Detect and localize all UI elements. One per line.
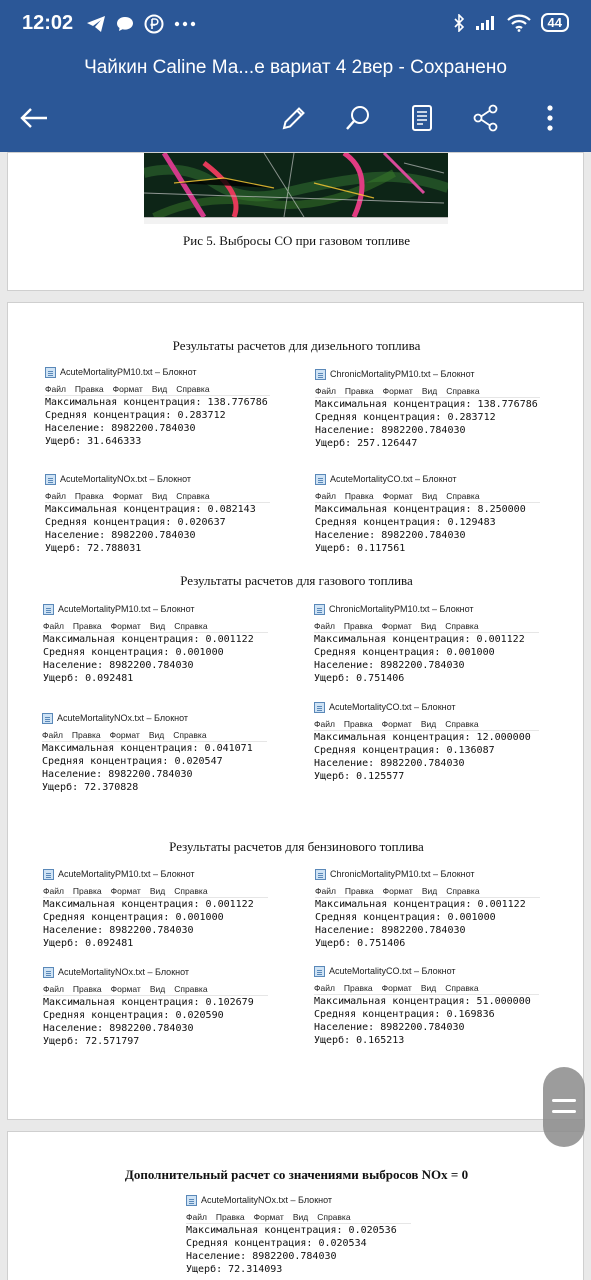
notepad-line: Максимальная концентрация: 0.001122 [43, 899, 254, 910]
notepad-snippet [43, 867, 283, 950]
emission-map-image [144, 153, 448, 217]
reading-view-button[interactable] [402, 98, 442, 138]
notepad-snippet [186, 1193, 426, 1276]
notepad-line: Средняя концентрация: 0.136087 [314, 745, 495, 756]
notepad-snippet [43, 965, 283, 1048]
notepad-icon [42, 713, 53, 724]
notepad-icon [315, 474, 326, 485]
more-dots-icon [174, 21, 196, 27]
notepad-line: Средняя концентрация: 0.001000 [43, 647, 224, 658]
notepad-snippet [314, 700, 554, 783]
notepad-menu: Файл Правка Формат Вид Справка [43, 885, 268, 898]
grip-line-icon [552, 1110, 576, 1113]
notepad-line: Максимальная концентрация: 138.776786 [315, 399, 538, 410]
notepad-line: Ущерб: 257.126447 [315, 438, 418, 449]
notepad-icon [315, 369, 326, 380]
notepad-line: Население: 8982200.784030 [45, 423, 196, 434]
notepad-snippet [315, 367, 555, 450]
section-title-petrol: Результаты расчетов для бензинового топлива [169, 839, 424, 854]
notepad-menu: Файл Правка Формат Вид Справка [43, 983, 268, 996]
notepad-icon [314, 604, 325, 615]
notepad-line: Средняя концентрация: 0.001000 [314, 647, 495, 658]
notepad-menu: Файл Правка Формат Вид Справка [315, 490, 540, 503]
notepad-snippet [315, 867, 555, 950]
notepad-line: Максимальная концентрация: 0.001122 [43, 634, 254, 645]
notepad-line: Население: 8982200.784030 [314, 1022, 465, 1033]
notepad-line: Население: 8982200.784030 [43, 660, 194, 671]
notepad-line: Население: 8982200.784030 [314, 660, 465, 671]
bluetooth-icon [453, 14, 465, 32]
notepad-line: Ущерб: 72.788031 [45, 543, 142, 554]
scroll-handle[interactable] [543, 1067, 585, 1147]
notepad-line: Средняя концентрация: 0.020590 [43, 1010, 224, 1021]
notepad-line: Ущерб: 0.092481 [43, 673, 134, 684]
notepad-snippet [315, 472, 555, 555]
notepad-line: Ущерб: 0.125577 [314, 771, 405, 782]
notepad-menu: Файл Правка Формат Вид Справка [42, 729, 267, 742]
more-options-button[interactable] [530, 98, 570, 138]
notepad-title: AcuteMortalityNOx.txt – Блокнот [201, 1195, 333, 1205]
notepad-title: AcuteMortalityPM10.txt – Блокнот [58, 604, 195, 614]
notepad-snippet [314, 602, 554, 685]
notepad-line: Ущерб: 0.751406 [315, 938, 406, 949]
notepad-line: Средняя концентрация: 0.001000 [315, 912, 496, 923]
share-button[interactable] [466, 98, 506, 138]
notepad-menu: Файл Правка Формат Вид Справка [186, 1211, 411, 1224]
notepad-icon [43, 967, 54, 978]
pencil-icon [280, 104, 308, 132]
notepad-title: ChronicMortalityPM10.txt – Блокнот [329, 604, 474, 614]
notepad-menu: Файл Правка Формат Вид Справка [314, 718, 539, 731]
notepad-title: AcuteMortalityCO.txt – Блокнот [329, 702, 456, 712]
notepad-line: Ущерб: 0.165213 [314, 1035, 405, 1046]
notepad-line: Ущерб: 0.092481 [43, 938, 134, 949]
notepad-line: Максимальная концентрация: 12.000000 [314, 732, 531, 743]
telegram-icon [86, 15, 106, 33]
notepad-line: Средняя концентрация: 0.283712 [45, 410, 226, 421]
notepad-icon [314, 702, 325, 713]
notepad-line: Максимальная концентрация: 0.020536 [186, 1225, 397, 1236]
notepad-line: Средняя концентрация: 0.020534 [186, 1238, 367, 1249]
notepad-line: Максимальная концентрация: 0.041071 [42, 743, 253, 754]
notepad-line: Максимальная концентрация: 0.082143 [45, 504, 256, 515]
notepad-icon [45, 474, 56, 485]
search-button[interactable] [338, 98, 378, 138]
signal-icon [475, 15, 497, 31]
notepad-menu: Файл Правка Формат Вид Справка [314, 620, 539, 633]
figure-caption: Рис 5. Выбросы СО при газовом топливе [183, 233, 410, 248]
notepad-line: Ущерб: 31.646333 [45, 436, 142, 447]
notepad-icon [43, 869, 54, 880]
notepad-line: Ущерб: 72.314093 [186, 1264, 283, 1275]
document-page-results [7, 302, 584, 1120]
document-page-additional [7, 1131, 584, 1280]
wifi-icon [507, 14, 531, 32]
notepad-title: AcuteMortalityPM10.txt – Блокнот [58, 869, 195, 879]
notepad-line: Ущерб: 0.751406 [314, 673, 405, 684]
notepad-line: Максимальная концентрация: 138.776786 [45, 397, 268, 408]
notepad-icon [45, 367, 56, 378]
notepad-line: Население: 8982200.784030 [315, 425, 466, 436]
section-title-gas: Результаты расчетов для газового топлива [180, 573, 413, 588]
app-toolbar [0, 86, 591, 152]
notepad-snippet [45, 365, 285, 448]
notepad-title: AcuteMortalityPM10.txt – Блокнот [60, 367, 197, 377]
notepad-line: Средняя концентрация: 0.001000 [43, 912, 224, 923]
notepad-line: Ущерб: 72.370828 [42, 782, 139, 793]
document-page [7, 152, 584, 291]
notepad-line: Средняя концентрация: 0.020637 [45, 517, 226, 528]
notepad-title: AcuteMortalityNOx.txt – Блокнот [60, 474, 192, 484]
notepad-line: Ущерб: 72.571797 [43, 1036, 140, 1047]
notepad-title: AcuteMortalityCO.txt – Блокнот [330, 474, 457, 484]
notepad-line: Население: 8982200.784030 [315, 925, 466, 936]
notepad-menu: Файл Правка Формат Вид Справка [45, 383, 270, 396]
search-icon [344, 104, 372, 132]
notepad-title: ChronicMortalityPM10.txt – Блокнот [330, 869, 475, 879]
back-arrow-icon [19, 107, 49, 129]
edit-button[interactable] [274, 98, 314, 138]
notepad-menu: Файл Правка Формат Вид Справка [315, 385, 540, 398]
notepad-menu: Файл Правка Формат Вид Справка [45, 490, 270, 503]
section-title-additional: Дополнительный расчет со значениями выбросов NOx = 0 [124, 1167, 469, 1182]
notepad-line: Средняя концентрация: 0.020547 [42, 756, 223, 767]
section-title-diesel: Результаты расчетов для дизельного топлива [172, 338, 421, 353]
notepad-line: Население: 8982200.784030 [315, 530, 466, 541]
notepad-line: Средняя концентрация: 0.129483 [315, 517, 496, 528]
back-button[interactable] [14, 98, 54, 138]
notepad-line: Население: 8982200.784030 [42, 769, 193, 780]
notepad-line: Население: 8982200.784030 [314, 758, 465, 769]
map-scale-strip [144, 217, 448, 224]
notepad-title: AcuteMortalityNOx.txt – Блокнот [57, 713, 189, 723]
notepad-snippet [314, 964, 554, 1047]
status-time: 12:02 [22, 12, 74, 34]
notepad-title: AcuteMortalityCO.txt – Блокнот [329, 966, 456, 976]
notepad-line: Ущерб: 0.117561 [315, 543, 406, 554]
status-bar [0, 0, 591, 50]
battery-indicator: 44 [541, 13, 569, 32]
notepad-icon [315, 869, 326, 880]
notepad-menu: Файл Правка Формат Вид Справка [315, 885, 540, 898]
notepad-icon [43, 604, 54, 615]
notepad-icon [314, 966, 325, 977]
notepad-line: Средняя концентрация: 0.169836 [314, 1009, 495, 1020]
notepad-title: ChronicMortalityPM10.txt – Блокнот [330, 369, 475, 379]
notepad-line: Максимальная концентрация: 0.001122 [315, 899, 526, 910]
notepad-title: AcuteMortalityNOx.txt – Блокнот [58, 967, 190, 977]
notepad-line: Население: 8982200.784030 [43, 925, 194, 936]
notepad-line: Население: 8982200.784030 [186, 1251, 337, 1262]
grip-line-icon [552, 1099, 576, 1102]
share-icon [472, 104, 500, 132]
notepad-line: Население: 8982200.784030 [43, 1023, 194, 1034]
notepad-line: Средняя концентрация: 0.283712 [315, 412, 496, 423]
notepad-menu: Файл Правка Формат Вид Справка [314, 982, 539, 995]
vertical-dots-icon [546, 104, 554, 132]
ruble-icon [144, 14, 164, 34]
notepad-line: Максимальная концентрация: 0.001122 [314, 634, 525, 645]
notepad-menu: Файл Правка Формат Вид Справка [43, 620, 268, 633]
notepad-snippet [42, 711, 282, 794]
notepad-snippet [45, 472, 285, 555]
notepad-line: Максимальная концентрация: 8.250000 [315, 504, 526, 515]
document-title: Чайкин Caline Ма...е вариат 4 2вер - Сохранено [0, 50, 591, 86]
notepad-line: Максимальная концентрация: 51.000000 [314, 996, 531, 1007]
notepad-line: Население: 8982200.784030 [45, 530, 196, 541]
notepad-icon [186, 1195, 197, 1206]
chat-bubble-icon [116, 15, 134, 33]
document-icon [411, 104, 433, 132]
notepad-snippet [43, 602, 283, 685]
map-figure [144, 153, 448, 217]
notepad-line: Максимальная концентрация: 0.102679 [43, 997, 254, 1008]
